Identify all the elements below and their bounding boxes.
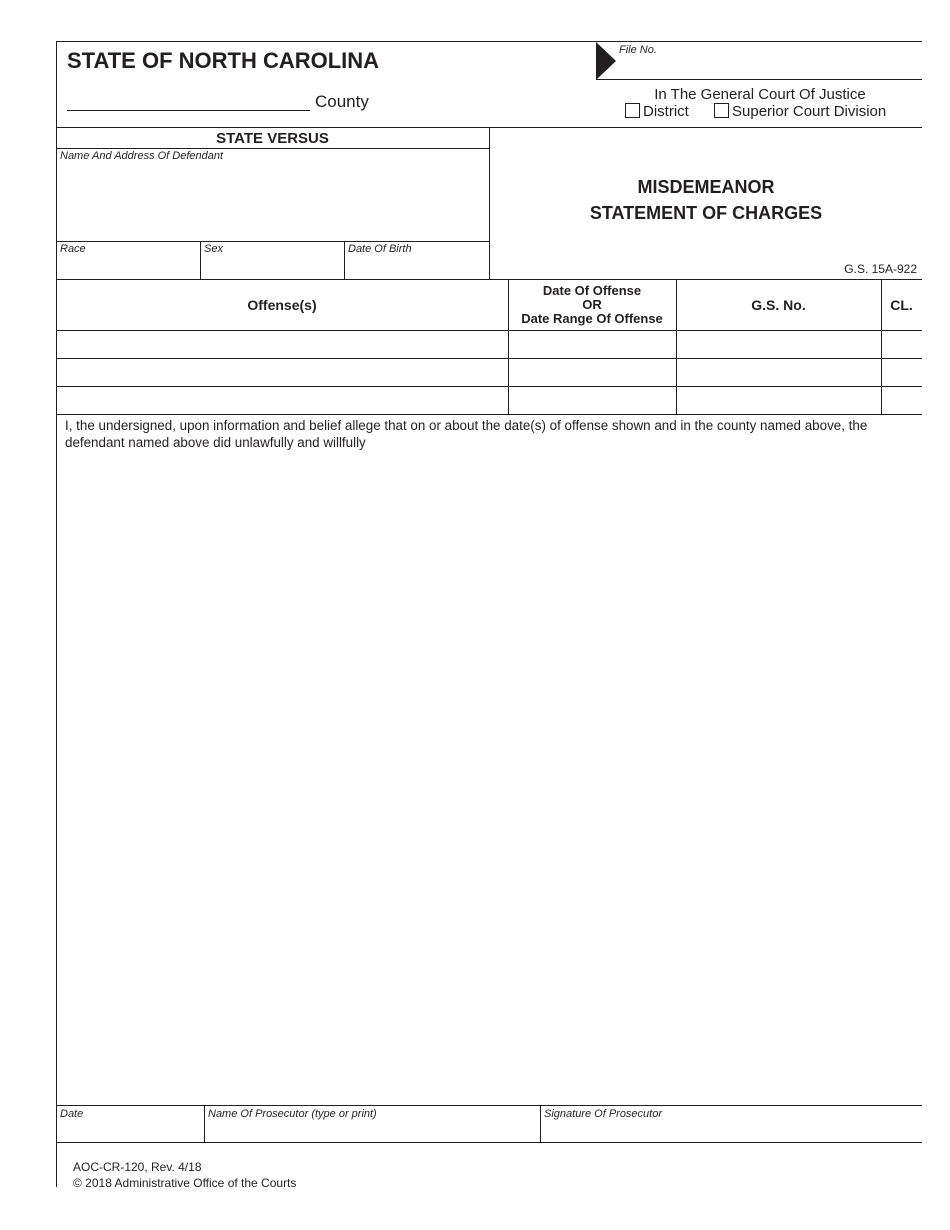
race-label: Race xyxy=(60,243,86,255)
signature-top-line xyxy=(56,1105,922,1106)
cl-header: CL. xyxy=(890,297,913,313)
county-input[interactable] xyxy=(67,94,310,110)
name-address-label: Name And Address Of Defendant xyxy=(60,150,224,162)
date-header: Date Of Offense OR Date Range Of Offense xyxy=(521,283,663,326)
offense-cell[interactable] xyxy=(58,360,506,384)
table-row-line-2 xyxy=(56,386,922,387)
dob-label: Date Of Birth xyxy=(348,243,412,255)
signature-divider-2 xyxy=(540,1105,541,1142)
date-cell[interactable] xyxy=(510,332,674,356)
date-label: Date xyxy=(60,1108,84,1120)
race-row-line xyxy=(56,241,489,242)
prosecutor-signature-label: Signature Of Prosecutor xyxy=(544,1108,663,1120)
file-no-input[interactable] xyxy=(660,44,920,78)
table-top-line xyxy=(56,279,922,280)
race-sex-divider xyxy=(200,241,201,279)
court-label: In The General Court Of Justice xyxy=(654,86,866,103)
prosecutor-name-label: Name Of Prosecutor (type or print) xyxy=(208,1108,377,1120)
gs-cell[interactable] xyxy=(678,388,879,412)
state-title: STATE OF NORTH CAROLINA xyxy=(67,48,380,73)
allegation-text: I, the undersigned, upon information and belief allege that on or about the date(s) of offense shown and in the county named above, the defendant named above did unlawfully and willfully xyxy=(65,418,868,450)
statute-reference: G.S. 15A-922 xyxy=(844,262,917,276)
district-option[interactable]: District xyxy=(625,103,689,120)
table-row-line-1 xyxy=(56,358,922,359)
gs-cell[interactable] xyxy=(678,332,879,356)
prosecutor-signature-input[interactable] xyxy=(544,1122,918,1140)
race-input[interactable] xyxy=(60,258,196,276)
superior-checkbox[interactable] xyxy=(714,103,729,118)
signature-divider-1 xyxy=(204,1105,205,1142)
allegation-input[interactable] xyxy=(65,455,917,1100)
state-versus: STATE VERSUS xyxy=(216,130,329,147)
signature-bottom-line xyxy=(56,1142,922,1143)
cl-cell[interactable] xyxy=(883,388,920,412)
date-input[interactable] xyxy=(60,1122,200,1140)
gs-header: G.S. No. xyxy=(751,297,806,313)
district-checkbox[interactable] xyxy=(625,103,640,118)
form-title xyxy=(490,174,922,226)
table-header-line xyxy=(56,330,922,331)
offense-cell[interactable] xyxy=(58,332,506,356)
gs-cell[interactable] xyxy=(678,360,879,384)
title-line-2: STATEMENT OF CHARGES xyxy=(589,203,823,223)
file-no-line xyxy=(596,79,922,80)
date-cell[interactable] xyxy=(510,388,674,412)
date-cell[interactable] xyxy=(510,360,674,384)
prosecutor-name-input[interactable] xyxy=(208,1122,536,1140)
copyright: © 2018 Administrative Office of the Courts xyxy=(73,1176,297,1190)
file-no-arrow-icon xyxy=(595,42,617,81)
file-no-label: File No. xyxy=(619,44,657,56)
superior-option[interactable]: Superior Court Division xyxy=(714,103,886,120)
top-border xyxy=(56,41,922,42)
title-line-1: MISDEMEANOR xyxy=(637,177,775,197)
offenses-header: Offense(s) xyxy=(247,297,317,313)
cl-cell[interactable] xyxy=(883,360,920,384)
sex-label: Sex xyxy=(204,243,223,255)
offense-cell[interactable] xyxy=(58,388,506,412)
name-address-input[interactable] xyxy=(60,165,485,239)
dob-input[interactable] xyxy=(348,258,484,276)
form-number: AOC-CR-120, Rev. 4/18 xyxy=(73,1160,202,1174)
cl-cell[interactable] xyxy=(883,332,920,356)
table-bottom-line xyxy=(56,414,922,415)
sex-dob-divider xyxy=(344,241,345,279)
county-label: County xyxy=(315,92,369,111)
county-line xyxy=(67,110,310,111)
sex-input[interactable] xyxy=(204,258,340,276)
left-border xyxy=(56,41,57,1187)
state-versus-line xyxy=(56,148,489,149)
